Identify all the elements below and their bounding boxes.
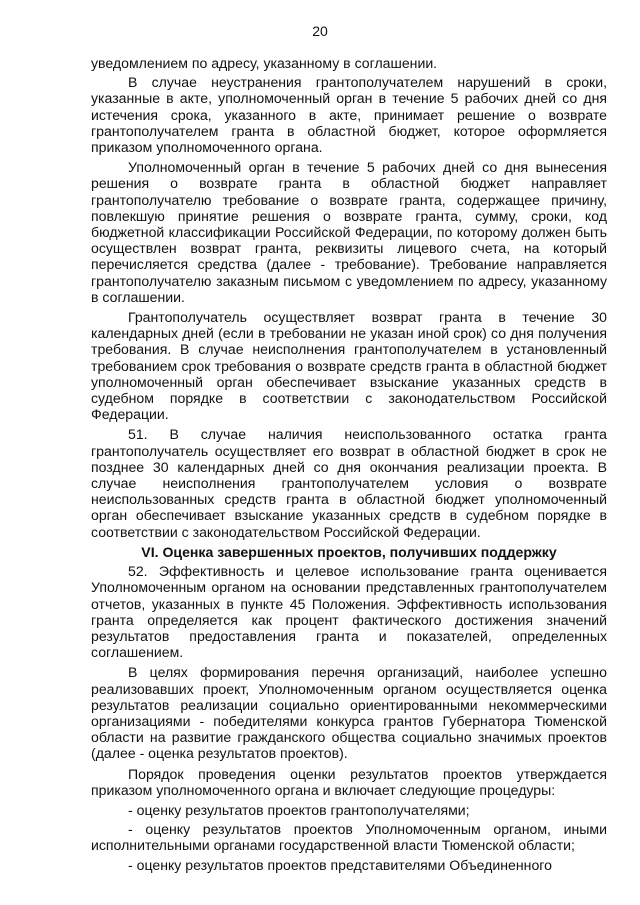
paragraph: Уполномоченный орган в течение 5 рабочих дней со дня вынесения решения о возврате гранта в областной бюджет направляет грантополучателю требование о возврате гранта, содержащее причину, повлекшую принятие решения о возврате гранта, сумму, сроки, код бюджетной классификации Российской Федерации, по которому должен быть осуществлен возврат гранта, реквизиты лицевого счета, на который перечисляется средства (далее - требование). Требование направляется грантополучателю заказным письмом с уведомлением по адресу, указанному в соглашении. <box>91 159 607 305</box>
document-body <box>91 55 607 876</box>
paragraph: 52. Эффективность и целевое использование гранта оценивается Уполномоченным органом на основании представленных грантополучателем отчетов, указанных в пункте 45 Положения. Эффективность использования гранта определяется как процент фактического достижения значений результатов предоставления гранта и показателей, определенных соглашением. <box>91 563 607 661</box>
list-item: - оценку результатов проектов Уполномоченным органом, иными исполнительными органами государственной власти Тюменской области; <box>91 821 607 854</box>
paragraph: уведомлением по адресу, указанному в соглашении. <box>91 55 438 71</box>
paragraph: В целях формирования перечня организаций, наиболее успешно реализовавших проект, Уполномоченным органом осуществляется оценка результатов реализации социально ориентированными некоммерческими организациями - победителями конкурса грантов Губернатора Тюменской области на развитие гражданского общества социально значимых проектов (далее - оценка результатов проектов). <box>91 664 607 762</box>
list-item: - оценку результатов проектов представителями Объединенного <box>128 856 552 873</box>
page-number: 20 <box>312 23 328 39</box>
paragraph: Порядок проведения оценки результатов проектов утверждается приказом уполномоченного органа и включает следующие процедуры: <box>91 765 607 798</box>
section-heading: VI. Оценка завершенных проектов, получивших поддержку <box>141 543 557 560</box>
paragraph: 51. В случае наличия неиспользованного остатка гранта грантополучатель осуществляет его возврат в областной бюджет в срок не позднее 30 календарных дней со дня окончания реализации проекта. В случае неисполнения грантополучателем условия о возврате неиспользованных средств гранта в областной бюджет уполномоченный орган обеспечивает взыскание указанных средств в судебном порядке в соответствии с законодательством Российской Федерации. <box>91 426 607 540</box>
paragraph: Грантополучатель осуществляет возврат гранта в течение 30 календарных дней (если в требовании не указан иной срок) со дня получения требования. В случае неисполнения грантополучателем в установленный требованием срок требования о возврате средств гранта в областной бюджет уполномоченный орган обеспечивает взыскание указанных средств в судебном порядке в соответствии с законодательством Российской Федерации. <box>91 309 607 423</box>
paragraph: В случае неустранения грантополучателем нарушений в сроки, указанные в акте, уполномоченный орган в течение 5 рабочих дней со дня истечения срока, указанного в акте, принимает решение о возврате грантополучателем гранта в областной бюджет, которое оформляется приказом уполномоченного органа. <box>91 74 607 156</box>
list-item: - оценку результатов проектов грантополучателями; <box>128 801 470 818</box>
